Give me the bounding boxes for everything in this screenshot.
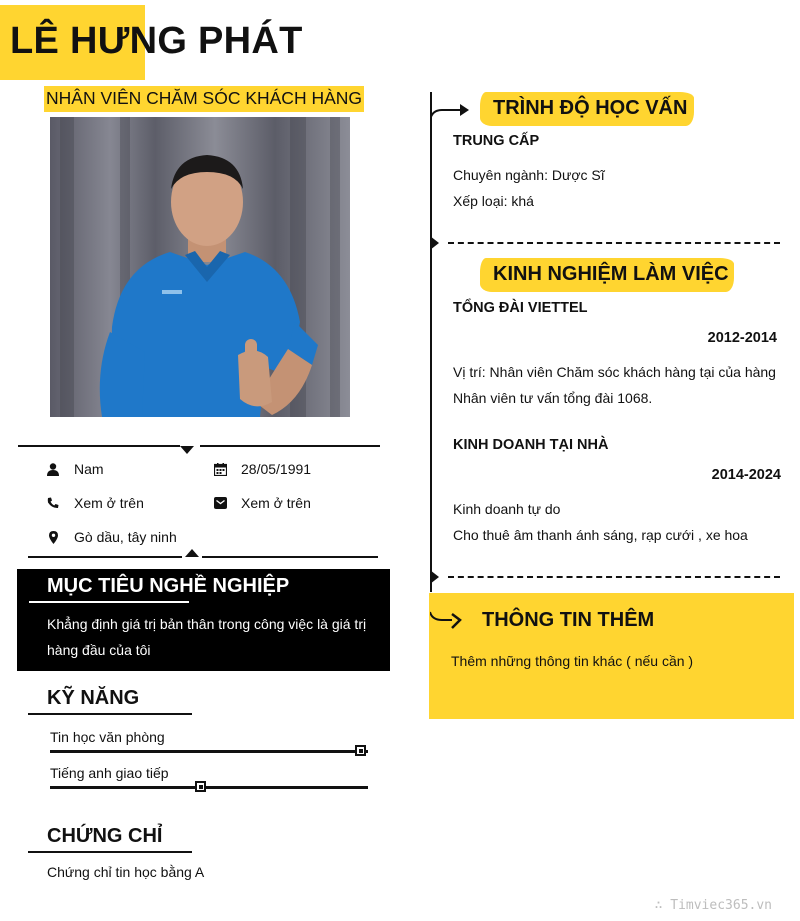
candidate-name: LÊ HƯNG PHÁT bbox=[10, 20, 303, 62]
divider-dashed-1 bbox=[448, 242, 780, 244]
skills-underline bbox=[28, 713, 192, 715]
skill-bar-english bbox=[50, 786, 368, 789]
location-pin-icon bbox=[40, 531, 66, 544]
job-desc-1a: Vị trí: Nhân viên Chăm sóc khách hàng tại của hàng bbox=[453, 364, 776, 380]
job-company-1: TỔNG ĐÀI VIETTEL bbox=[453, 300, 588, 316]
objective-text: Khẳng định giá trị bản thân trong công việc là giá trị hàng đầu của tôi bbox=[47, 616, 367, 658]
person-icon bbox=[40, 463, 66, 476]
phone-value: Xem ở trên bbox=[74, 495, 144, 511]
divider-dashed-2 bbox=[448, 576, 780, 578]
birthday-row bbox=[207, 461, 311, 477]
email-row bbox=[207, 495, 311, 511]
objective-section bbox=[17, 569, 390, 671]
address-value: Gò dầu, tây ninh bbox=[74, 529, 177, 545]
phone-row bbox=[40, 495, 144, 511]
job-period-1: 2012-2014 bbox=[707, 330, 777, 346]
education-school: TRUNG CẤP bbox=[453, 133, 540, 149]
job-title: NHÂN VIÊN CHĂM SÓC KHÁCH HÀNG bbox=[44, 86, 364, 112]
experience-title: KINH NGHIỆM LÀM VIỆC bbox=[493, 263, 729, 285]
job-desc-1b: Nhân viên tư vấn tổng đài 1068. bbox=[453, 390, 653, 406]
info-bottom-rule-right bbox=[202, 556, 378, 558]
skill-label-office: Tin học văn phòng bbox=[50, 729, 165, 745]
objective-title: MỤC TIÊU NGHỀ NGHIỆP bbox=[47, 575, 290, 597]
timeline-marker-2 bbox=[430, 570, 439, 584]
skill-bar-office bbox=[50, 750, 368, 753]
profile-photo bbox=[50, 117, 350, 417]
job-company-2: KINH DOANH TẠI NHÀ bbox=[453, 437, 609, 453]
timeline-marker-1 bbox=[430, 236, 439, 250]
education-grade: Xếp loại: khá bbox=[453, 193, 534, 209]
email-value: Xem ở trên bbox=[241, 495, 311, 511]
skills-title: KỸ NĂNG bbox=[47, 687, 140, 709]
info-bottom-rule-left bbox=[28, 556, 182, 558]
info-top-marker bbox=[180, 446, 194, 454]
extra-info-text: Thêm những thông tin khác ( nếu cần ) bbox=[451, 653, 694, 669]
gender-value: Nam bbox=[74, 461, 104, 477]
calendar-icon bbox=[207, 463, 233, 476]
objective-underline bbox=[29, 601, 189, 603]
job-desc-2a: Kinh doanh tự do bbox=[453, 501, 561, 517]
arrow-icon bbox=[430, 610, 462, 634]
address-row bbox=[40, 529, 177, 545]
gender-row bbox=[40, 461, 104, 477]
skill-level-knob-english bbox=[195, 781, 206, 792]
skill-label-english: Tiếng anh giao tiếp bbox=[50, 765, 169, 781]
extra-info-title: THÔNG TIN THÊM bbox=[482, 609, 655, 631]
job-period-2: 2014-2024 bbox=[711, 467, 781, 483]
certificates-underline bbox=[28, 851, 192, 853]
info-top-rule-right bbox=[200, 445, 380, 447]
certificate-item: Chứng chỉ tin học bằng A bbox=[47, 864, 205, 880]
info-top-rule-left bbox=[18, 445, 180, 447]
education-title: TRÌNH ĐỘ HỌC VẤN bbox=[493, 97, 688, 119]
phone-icon bbox=[40, 497, 66, 509]
job-desc-2b: Cho thuê âm thanh ánh sáng, rạp cưới , xe hoa bbox=[453, 527, 748, 543]
certificates-title: CHỨNG CHỈ bbox=[47, 825, 163, 847]
watermark-text: Timviec365.vn bbox=[670, 898, 772, 913]
skill-level-knob-office bbox=[355, 745, 366, 756]
email-icon bbox=[207, 497, 233, 509]
timeline-line bbox=[430, 92, 432, 592]
watermark: ∴ Timviec365.vn bbox=[654, 898, 772, 913]
birthday-value: 28/05/1991 bbox=[241, 461, 312, 477]
info-bottom-marker bbox=[185, 549, 199, 557]
arrow-icon bbox=[430, 100, 470, 122]
education-major: Chuyên ngành: Dược Sĩ bbox=[453, 167, 605, 183]
